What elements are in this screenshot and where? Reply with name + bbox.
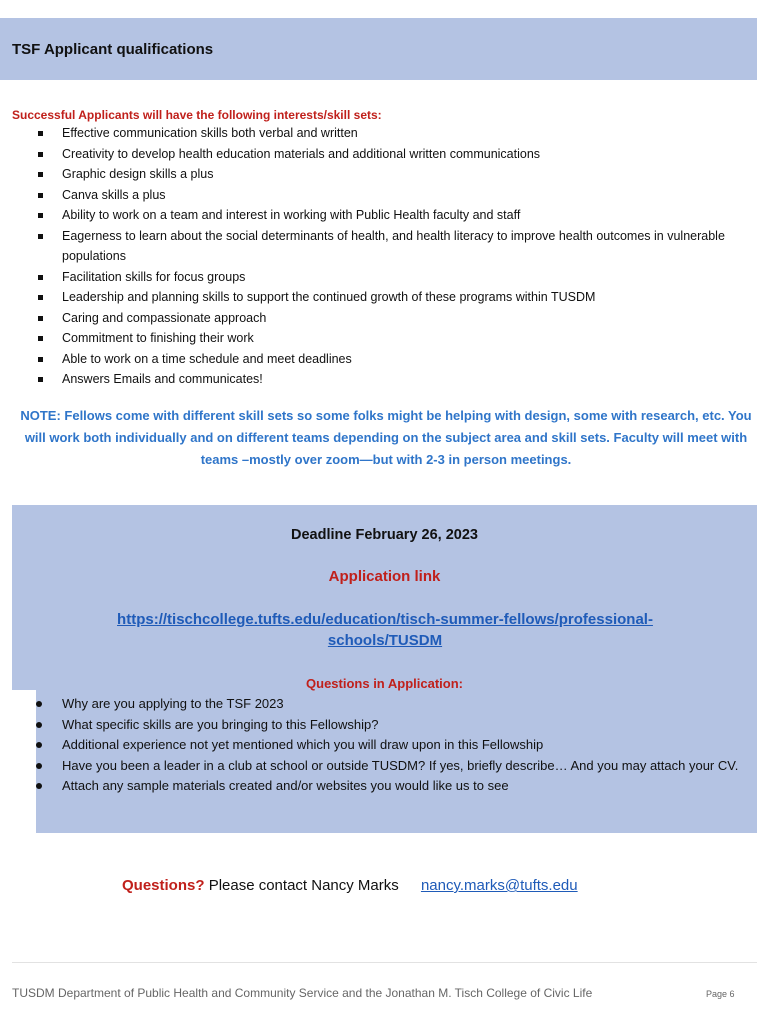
question-item: Why are you applying to the TSF 2023 <box>36 694 746 715</box>
qualification-item: Commitment to finishing their work <box>36 328 752 349</box>
section-header <box>0 18 757 80</box>
fellows-note: NOTE: Fellows come with different skill sets so some folks might be helping with design, some with research, etc. You will work both individually and on different teams depending on the subject area and skill sets. Faculty will meet with teams –mostly over zoom—but with 2-3 in person meetings. <box>20 408 752 467</box>
page-number: Page 6 <box>706 989 735 999</box>
qualification-item: Graphic design skills a plus <box>36 164 752 185</box>
footer-text: TUSDM Department of Public Health and Community Service and the Jonathan M. Tisch College of Civic Life <box>12 986 593 1000</box>
qualification-item: Answers Emails and communicates! <box>36 369 752 390</box>
qualification-item: Able to work on a time schedule and meet deadlines <box>36 349 752 370</box>
contact-email-link[interactable]: nancy.marks@tufts.edu <box>420 877 578 894</box>
qualification-item: Canva skills a plus <box>36 185 752 206</box>
qualification-item: Facilitation skills for focus groups <box>36 267 752 288</box>
qualification-item: Eagerness to learn about the social determinants of health, and health literacy to improve health outcomes in vulnerable populations <box>36 226 752 267</box>
qualifications-intro: Successful Applicants will have the following interests/skill sets: <box>12 108 382 122</box>
section-title: TSF Applicant qualifications <box>12 41 214 58</box>
qualification-item: Effective communication skills both verbal and written <box>36 123 752 144</box>
question-item: What specific skills are you bringing to this Fellowship? <box>36 715 746 736</box>
application-url-link[interactable]: https://tischcollege.tufts.edu/education/tisch-summer-fellows/professional-schools/TUSDM <box>117 611 653 649</box>
question-item: Additional experience not yet mentioned which you will draw upon in this Fellowship <box>36 735 746 756</box>
qualifications-list <box>36 123 752 390</box>
question-item: Attach any sample materials created and/or websites you would like us to see <box>36 776 746 797</box>
qualification-item: Creativity to develop health education materials and additional written communications <box>36 144 752 165</box>
deadline-text: Deadline February 26, 2023 <box>291 527 478 543</box>
contact-text: Please contact Nancy Marks <box>208 877 399 894</box>
contact-label: Questions? <box>122 877 205 894</box>
qualification-item: Ability to work on a team and interest in working with Public Health faculty and staff <box>36 205 752 226</box>
questions-list <box>36 694 746 797</box>
contact-line <box>122 877 578 894</box>
questions-title: Questions in Application: <box>306 676 463 691</box>
application-link-label: Application link <box>328 568 441 585</box>
qualification-item: Leadership and planning skills to support the continued growth of these programs within TUSDM <box>36 287 752 308</box>
footer-divider <box>12 962 757 963</box>
question-item: Have you been a leader in a club at school or outside TUSDM? If yes, briefly describe… And you may attach your CV. <box>36 756 746 777</box>
qualification-item: Caring and compassionate approach <box>36 308 752 329</box>
